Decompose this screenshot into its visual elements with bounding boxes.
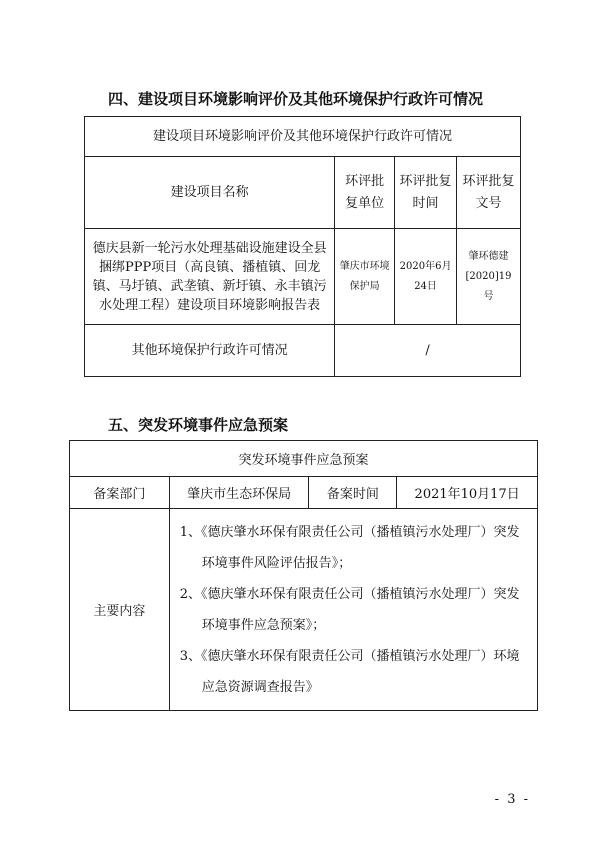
other-permits-value: / <box>335 325 521 377</box>
content-item: 3、《德庆肇水环保有限责任公司（播植镇污水处理厂）环境应急资源调查报告》 <box>179 648 520 695</box>
record-time-label: 备案时间 <box>309 477 397 509</box>
approval-time-cell: 2020年6月24日 <box>395 229 457 325</box>
eia-table <box>84 116 521 377</box>
dept-value: 肇庆市生态环保局 <box>169 477 309 509</box>
dept-label: 备案部门 <box>70 477 170 509</box>
content-items <box>169 509 537 711</box>
section5-heading: 五、突发环境事件应急预案 <box>108 416 289 434</box>
page-number: - 3 - <box>494 792 530 807</box>
approval-unit-cell: 肇庆市环境保护局 <box>335 229 395 325</box>
other-permits-label: 其他环境保护行政许可情况 <box>85 325 335 377</box>
content-item: 1、《德庆肇水环保有限责任公司（播植镇污水处理厂）突发环境事件风险评估报告》； <box>179 524 520 571</box>
record-time-value: 2021年10月17日 <box>397 477 538 509</box>
col-project-header: 建设项目名称 <box>85 157 335 229</box>
content-label: 主要内容 <box>70 509 170 711</box>
col-unit-header: 环评批复单位 <box>335 157 395 229</box>
emergency-table-title: 突发环境事件应急预案 <box>70 441 538 477</box>
col-doc-header: 环评批复文号 <box>457 157 521 229</box>
content-item: 2、《德庆肇水环保有限责任公司（播植镇污水处理厂）突发环境事件应急预案》； <box>179 586 520 633</box>
project-name-cell: 德庆县新一轮污水处理基础设施建设全县捆绑PPP项目（高良镇、播植镇、回龙镇、马圩镇、武垄镇、新圩镇、永丰镇污水处理工程）建设项目环境影响报告表 <box>85 229 335 325</box>
col-time-header: 环评批复时间 <box>395 157 457 229</box>
emergency-table <box>69 440 538 711</box>
section4-heading: 四、建设项目环境影响评价及其他环境保护行政许可情况 <box>108 90 484 108</box>
eia-table-title: 建设项目环境影响评价及其他环境保护行政许可情况 <box>85 117 521 157</box>
approval-doc-cell: 肇环德建[2020]19号 <box>457 229 521 325</box>
